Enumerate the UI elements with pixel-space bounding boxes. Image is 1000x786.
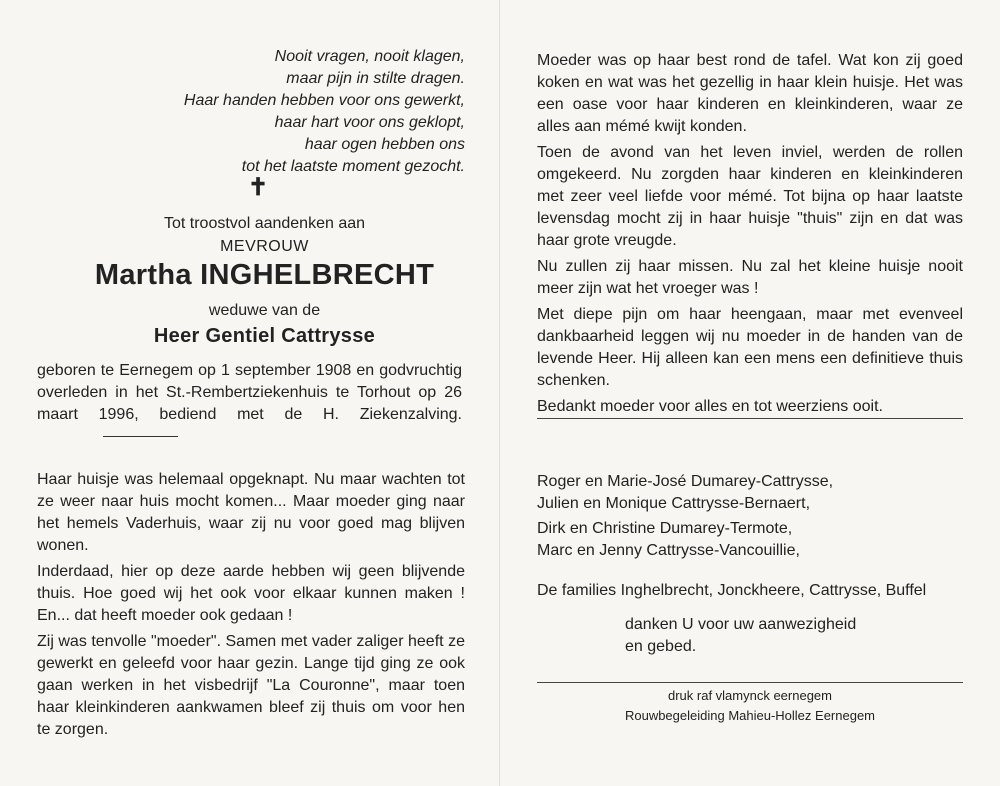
thanks-line: danken U voor uw aanwezigheid bbox=[625, 616, 857, 633]
printer-name: druk raf vlamynck eernegem bbox=[667, 688, 832, 703]
birth-paragraph bbox=[37, 360, 462, 448]
story-paragraph: Inderdaad, hier op deze aarde hebben wij geen blijvende thuis. Hoe goed wij het ook voor elkaar kunnen maken ! En... dat heeft moeder ook gedaan ! bbox=[37, 563, 465, 624]
birth-text: geboren te Eernegem op 1 september 1908 en godvruchtig overleden in het St.-Rembertziekenhuis te Torhout op 26 maart 1996, bediend met de H. Ziekenzalving. bbox=[37, 362, 462, 423]
story-paragraph: Haar huisje was helemaal opgeknapt. Nu maar wachten tot ze weer naar huis mocht komen... Maar moeder ging naar het hemels Vaderhuis, waar zij nu voor goed mag blijven wonen. bbox=[37, 471, 465, 554]
deceased-name: Martha INGHELBRECHT bbox=[94, 259, 435, 291]
poem-line: haar hart voor ons geklopt, bbox=[274, 114, 465, 131]
printer-credits bbox=[537, 686, 963, 726]
right-story bbox=[537, 50, 963, 422]
cross-icon: ✝ bbox=[248, 174, 269, 201]
poem-line: haar ogen hebben ons bbox=[304, 136, 465, 153]
thanks-line: en gebed. bbox=[625, 638, 697, 655]
widow-of-text: weduwe van de bbox=[208, 302, 321, 319]
divider bbox=[537, 418, 963, 419]
poem-line: maar pijn in stilte dragen. bbox=[286, 70, 465, 87]
story-paragraph: Zij was tenvolle "moeder". Samen met vader zaliger heeft ze gewerkt en geleefd voor haar gezin. Lange tijd ging ze ook gaan werken in het visbedrijf "La Couronne", maar toen haar kleinkinderen aankwamen bleef zij thuis om voor hen te zorgen. bbox=[37, 633, 465, 738]
family-line: Julien en Monique Cattrysse-Bernaert, bbox=[537, 495, 811, 512]
family-line: Roger en Marie-José Dumarey-Cattrysse, bbox=[537, 473, 834, 490]
story-paragraph: Bedankt moeder voor alles en tot weerziens ooit. bbox=[537, 398, 883, 415]
husband-name: Heer Gentiel Cattrysse bbox=[153, 325, 376, 347]
card-fold bbox=[499, 0, 500, 786]
poem-line: Haar handen hebben voor ons gewerkt, bbox=[183, 92, 465, 109]
story-paragraph: Met diepe pijn om haar heengaan, maar met evenveel dankbaarheid leggen wij nu moeder in de handen van de levende Heer. Hij alleen kan een mens een definitieve thuis schenken. bbox=[537, 306, 963, 389]
poem-line: tot het laatste moment gezocht. bbox=[241, 158, 465, 175]
divider bbox=[537, 682, 963, 683]
funeral-home: Rouwbegeleiding Mahieu-Hollez Eernegem bbox=[624, 708, 876, 723]
left-story bbox=[37, 469, 465, 745]
family-group-2 bbox=[537, 518, 800, 562]
story-paragraph: Moeder was op haar best rond de tafel. Wat kon zij goed koken en wat was het gezellig in haar klein huisje. Het was een oase voor haar kinderen en kleinkinderen, waar ze alles aan mémé kwijt konden. bbox=[537, 52, 963, 135]
in-memory-text: Tot troostvol aandenken aan bbox=[163, 215, 366, 232]
family-line: Dirk en Christine Dumarey-Termote, bbox=[537, 520, 793, 537]
thanks-text bbox=[625, 614, 856, 658]
poem-line: Nooit vragen, nooit klagen, bbox=[274, 48, 465, 65]
title-text: MEVROUW bbox=[220, 238, 309, 255]
poem bbox=[184, 46, 465, 178]
family-line: Marc en Jenny Cattrysse-Vancouillie, bbox=[537, 542, 800, 559]
families-line: De families Inghelbrecht, Jonckheere, Cattrysse, Buffel bbox=[537, 582, 927, 599]
story-paragraph: Nu zullen zij haar missen. Nu zal het kleine huisje nooit meer zijn wat het vroeger was ! bbox=[537, 258, 963, 297]
family-group-1 bbox=[537, 471, 833, 515]
short-rule bbox=[103, 436, 178, 437]
story-paragraph: Toen de avond van het leven inviel, werden de rollen omgekeerd. Nu zorgden haar kinderen en kleinkinderen met zeer veel liefde voor mémé. Tot bijna op haar laatste levensdag mocht zij in haar huisje "thuis" zijn en dat was haar grote vreugde. bbox=[537, 144, 963, 249]
